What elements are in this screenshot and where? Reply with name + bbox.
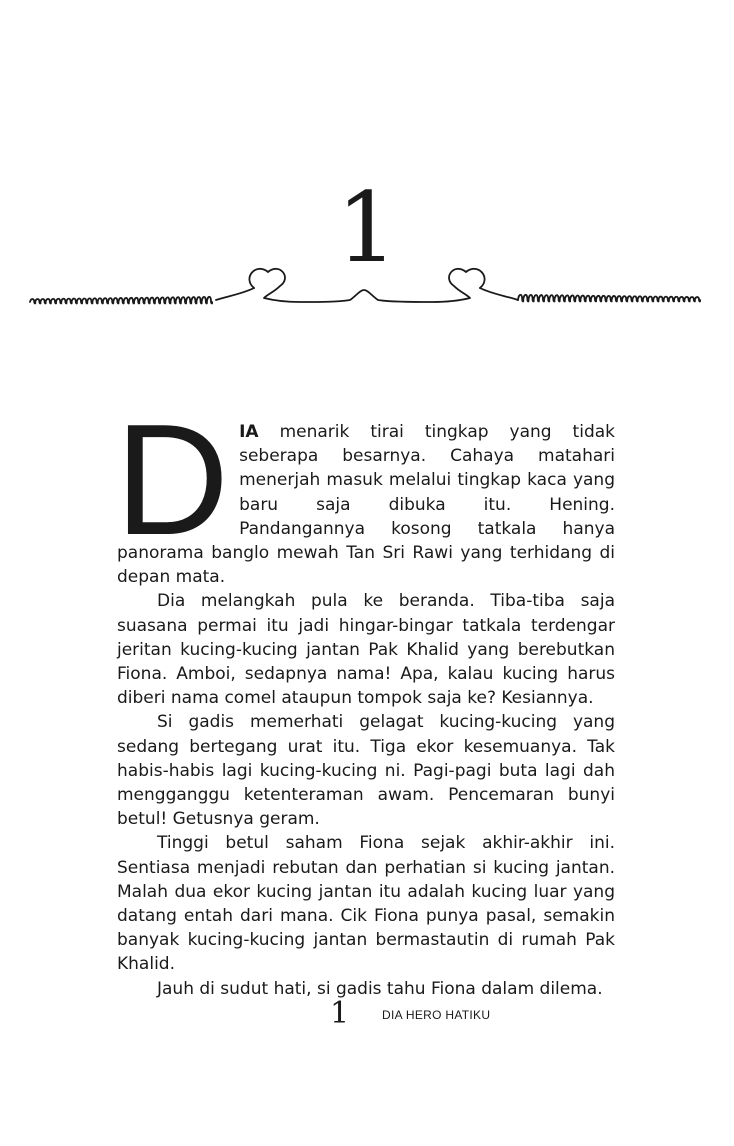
paragraph-4: Tinggi betul saham Fiona sejak akhir-akhir ini. Sentiasa menjadi rebutan dan perhatian si kucing jantan. Malah dua ekor kucing jantan itu adalah kucing luar yang datang entah dari mana. Cik Fiona punya pasal, semakin banyak kucing-kucing jantan bermastautin di rumah Pak Khalid. <box>117 833 615 975</box>
heart-squiggle-divider-icon <box>28 258 706 314</box>
paragraph-5: Jauh di sudut hati, si gadis tahu Fiona dalam dilema. <box>157 978 603 999</box>
page-number: 1 <box>330 996 350 1031</box>
lead-word: IA <box>239 422 259 442</box>
drop-cap: D <box>115 392 230 568</box>
paragraph-1-text: menarik tirai tingkap yang tidak seberapa besarnya. Cahaya matahari menerjah masuk melalui tingkap kaca yang baru saja dibuka itu. Hening. Pandangannya kosong tatkala hanya panorama banglo mewah Tan Sri Rawi yang terhidang di depan mata. <box>117 422 615 588</box>
paragraph-1 <box>115 392 615 589</box>
chapter-number: 1 <box>336 172 398 284</box>
paragraph-3: Si gadis memerhati gelagat kucing-kucing yang sedang bertegang urat itu. Tiga ekor kesemuanya. Tak habis-habis lagi kucing-kucing ni. Pagi-pagi buta lagi dah mengganggu ketenteraman awam. Pencemaran bunyi betul! Getusnya geram. <box>117 712 615 830</box>
paragraph-2: Dia melangkah pula ke beranda. Tiba-tiba saja suasana permai itu jadi hingar-bingar tatkala terdengar jeritan kucing-kucing jantan Pak Khalid yang berebutkan Fiona. Amboi, sedapnya nama! Apa, kalau kucing harus diberi nama comel ataupun tompok saja ke? Kesiannya. <box>117 591 615 709</box>
chapter-body <box>115 392 615 1001</box>
running-title: DIA HERO HATIKU <box>382 1008 491 1022</box>
